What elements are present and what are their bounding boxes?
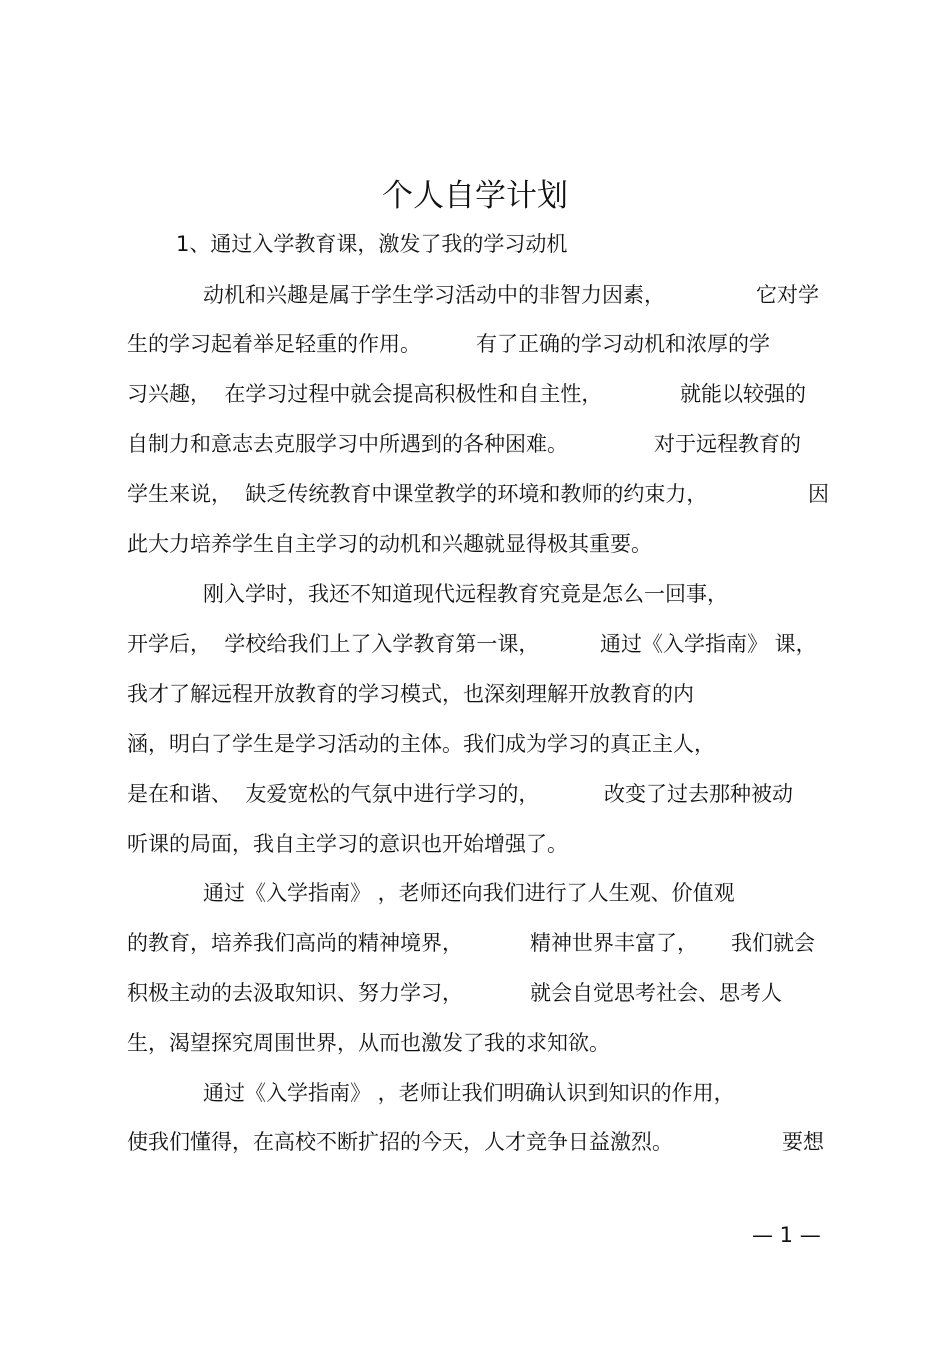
paragraph-line: 刚入学时，我还不知道现代远程教育究竟是怎么一回事，	[203, 582, 728, 606]
paragraph-line: 生的学习起着举足轻重的作用。	[127, 332, 421, 356]
paragraph-line: 动机和兴趣是属于学生学习活动中的非智力因素，	[203, 283, 665, 307]
paragraph-segment: 因	[808, 482, 829, 506]
paragraph-line: 听课的局面，我自主学习的意识也开始增强了。	[127, 832, 568, 856]
paragraph-line: 涵，明白了学生是学习活动的主体。我们成为学习的真正主人，	[127, 732, 715, 756]
paragraph-line: 通过《入学指南》 ，老师让我们明确认识到知识的作用，	[203, 1081, 735, 1105]
paragraph-line: 生，渴望探究周围世界，从而也激发了我的求知欲。	[127, 1031, 610, 1055]
page-number: — 1 —	[752, 1223, 821, 1247]
paragraph-segment: 就会自觉思考社会、思考人	[530, 981, 782, 1005]
paragraph-segment: 通过《入学指南》 课，	[600, 632, 817, 656]
paragraph-segment: 有了正确的学习动机和浓厚的学	[476, 332, 770, 356]
paragraph-segment: 它对学	[756, 283, 819, 307]
paragraph-segment: 改变了过去那种被动	[604, 782, 793, 806]
document-title: 个人自学计划	[382, 178, 568, 214]
paragraph-line: 此大力培养学生自主学习的动机和兴趣就显得极其重要。	[127, 532, 652, 556]
paragraph-line: 积极主动的去汲取知识、努力学习，	[127, 981, 463, 1005]
paragraph-line: 我才了解远程开放教育的学习模式，也深刻理解开放教育的内	[127, 682, 694, 706]
paragraph-line: 学生来说， 缺乏传统教育中课堂教学的环境和教师的约束力，	[127, 482, 708, 506]
paragraph-segment: 精神世界丰富了，	[530, 931, 698, 955]
paragraph-segment: 就能以较强的	[680, 382, 806, 406]
paragraph-line: 通过《入学指南》 ，老师还向我们进行了人生观、价值观	[203, 881, 735, 905]
section-heading: 1、通过入学教育课，激发了我的学习动机	[176, 232, 568, 256]
paragraph-line: 自制力和意志去克服学习中所遇到的各种困难。	[127, 432, 568, 456]
paragraph-segment: 对于远程教育的	[654, 432, 801, 456]
paragraph-line: 是在和谐、 友爱宽松的气氛中进行学习的，	[127, 782, 540, 806]
paragraph-line: 习兴趣， 在学习过程中就会提高积极性和自主性，	[127, 382, 603, 406]
paragraph-line: 使我们懂得，在高校不断扩招的今天，人才竞争日益激烈。	[127, 1130, 673, 1154]
paragraph-line: 开学后， 学校给我们上了入学教育第一课，	[127, 632, 540, 656]
paragraph-segment: 要想	[782, 1130, 824, 1154]
paragraph-segment: 我们就会	[731, 931, 815, 955]
paragraph-line: 的教育，培养我们高尚的精神境界，	[127, 931, 463, 955]
